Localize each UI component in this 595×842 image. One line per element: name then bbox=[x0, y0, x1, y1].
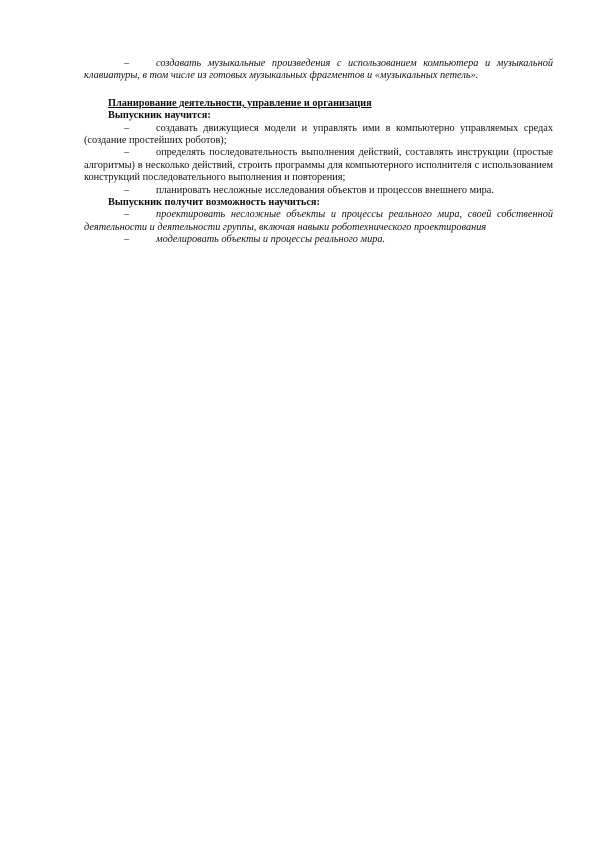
list-dash: – bbox=[124, 184, 130, 196]
list-dash: – bbox=[124, 234, 130, 246]
may-learn-title: Выпускник получит возможность научиться: bbox=[108, 197, 320, 209]
may-learn-list-item bbox=[84, 209, 553, 234]
learns-list-item bbox=[84, 185, 553, 197]
learns-item-text: создавать движущиеся модели и управлять ими в компьютерно управляемых средах (создание простейших роботов); bbox=[84, 122, 553, 147]
list-dash: – bbox=[124, 122, 130, 134]
document-body bbox=[84, 58, 553, 247]
learns-title: Выпускник научится: bbox=[108, 110, 211, 122]
may-learn-item-text: моделировать объекты и процессы реального мира. bbox=[156, 234, 386, 246]
may-learn-item-text: проектировать несложные объекты и процессы реального мира, своей собственной деятельности и деятельности группы, включая навыки роботехнического проектирования bbox=[84, 209, 553, 233]
learns-list-item bbox=[84, 123, 553, 148]
list-dash: – bbox=[124, 147, 130, 159]
list-dash: – bbox=[124, 58, 130, 69]
may-learn-list-item bbox=[84, 234, 553, 246]
section-heading: Планирование деятельности, управление и организация bbox=[108, 97, 372, 109]
learns-list-item bbox=[84, 147, 553, 184]
learns-item-text: определять последовательность выполнения действий, составлять инструкции (простые алгоритмы) в несколько действий, строить программы для компьютерного исполнителя с использованием конструкций последовательного выполнения и повторения; bbox=[84, 147, 553, 184]
intro-item-text: создавать музыкальные произведения с использованием компьютера и музыкальной клавиатуры, в том числе из готовых музыкальных фрагментов и «музыкальных петель». bbox=[84, 58, 553, 82]
intro-list-item bbox=[84, 58, 553, 83]
list-dash: – bbox=[124, 209, 130, 221]
learns-item-text: планировать несложные исследования объектов и процессов внешнего мира. bbox=[156, 184, 494, 196]
